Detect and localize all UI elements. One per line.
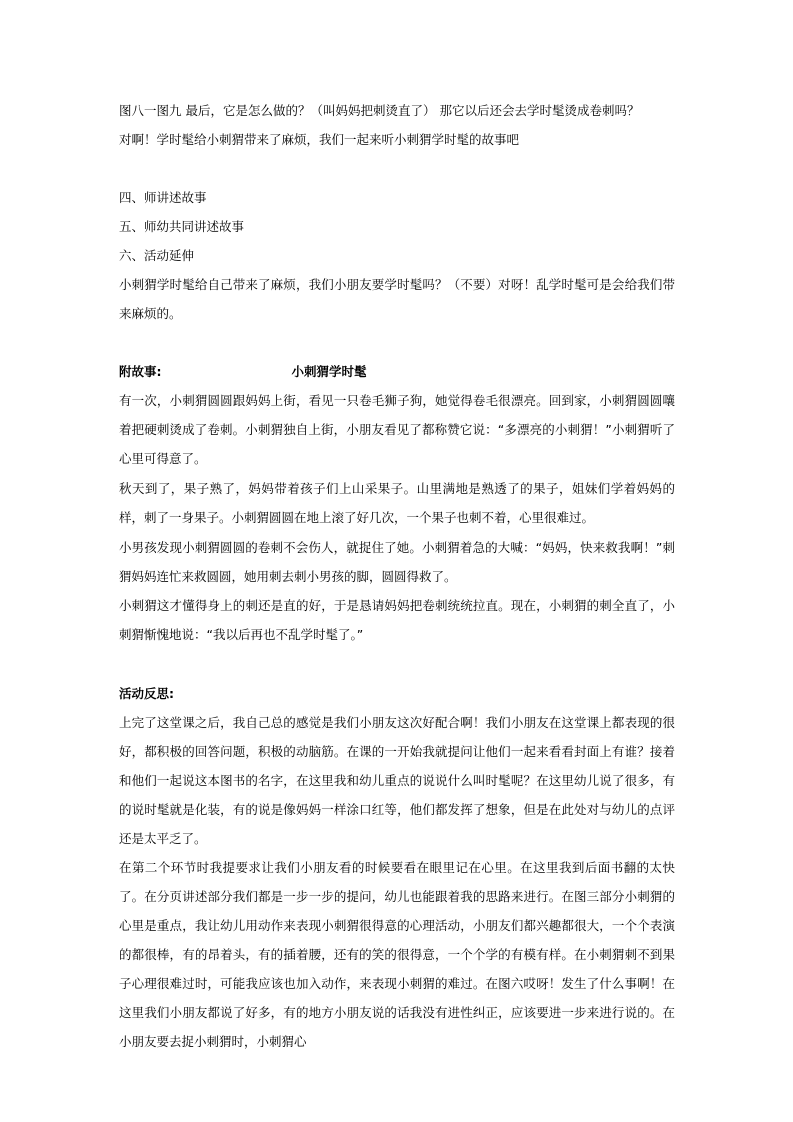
story-heading xyxy=(119,357,675,386)
story-paragraph-2: 秋天到了，果子熟了，妈妈带着孩子们上山采果子。山里满地是熟透了的果子，姐妹们学着妈妈的样，刺了一身果子。小刺猬圆圆在地上滚了好几次，一个果子也刺不着，心里很难过。 xyxy=(119,481,675,525)
story-title: 小刺猬学时髦 xyxy=(291,364,367,379)
step-six: 六、活动延伸 xyxy=(119,248,195,263)
extension-paragraph: 小刺猬学时髦给自己带来了麻烦，我们小朋友要学时髦吗？（不要）对呀！乱学时髦可是会给我们带来麻烦的。 xyxy=(119,277,675,321)
intro-line-1: 图八一图九 最后，它是怎么做的？（叫妈妈把刺烫直了） 那它以后还会去学时髦烫成卷刺吗？ xyxy=(119,103,640,118)
story-paragraph-3: 小男孩发现小刺猬圆圆的卷刺不会伤人，就捉住了她。小刺猬着急的大喊：“妈妈，快来救我啊！”刺猬妈妈连忙来救圆圆，她用刺去刺小男孩的脚，圆圆得救了。 xyxy=(119,540,675,584)
step-five: 五、师幼共同讲述故事 xyxy=(119,219,245,234)
reflection-paragraph-1: 上完了这堂课之后，我自己总的感觉是我们小朋友这次好配合啊！我们小朋友在这堂课上都表现的很好，都积极的回答问题，积极的动脑筋。在课的一开始我就提问让他们一起来看看封面上有谁？接着和他们一起说这本图书的名字，在这里我和幼儿重点的说说什么叫时髦呢？在这里幼儿说了很多，有的说时髦就是化装，有的说是像妈妈一样涂口红等，他们都发挥了想象，但是在此处对与幼儿的点评还是太平乏了。 xyxy=(119,715,675,846)
intro-line-2: 对啊！学时髦给小刺猬带来了麻烦，我们一起来听小刺猬学时髦的故事吧 xyxy=(119,132,520,147)
reflection-paragraph-2: 在第二个环节时我提要求让我们小朋友看的时候要看在眼里记在心里。在这里我到后面书翻的太快了。在分页讲述部分我们都是一步一步的提问，幼儿也能跟着我的思路来进行。在图三部分小刺猬的心里是重点，我让幼儿用动作来表现小刺猬很得意的心理活动，小朋友们都兴趣都很大，一个个表演的都很棒，有的昂着头，有的插着腰，还有的笑的很得意，一个个学的有模有样。在小刺猬刺不到果子心理很难过时，可能我应该也加入动作，来表现小刺猬的难过。在图六哎呀！发生了什么事啊！在这里我们小朋友都说了好多，有的地方小朋友说的话我没有进性纠正，应该要进一步来进行说的。在小朋友要去捉小刺猬时，小刺猬心 xyxy=(119,860,675,1049)
story-label: 附故事: xyxy=(119,364,162,379)
story-paragraph-1: 有一次，小刺猬圆圆跟妈妈上街，看见一只卷毛狮子狗，她觉得卷毛很漂亮。回到家，小刺猬圆圆嚷着把硬刺烫成了卷刺。小刺猬独自上街，小朋友看见了都称赞它说：“多漂亮的小刺猬！”小刺猬听了心里可得意了。 xyxy=(119,393,675,466)
reflection-label: 活动反思: xyxy=(119,686,174,701)
step-four: 四、师讲述故事 xyxy=(119,190,207,205)
story-paragraph-4: 小刺猬这才懂得身上的刺还是直的好，于是恳请妈妈把卷刺统统拉直。现在，小刺猬的刺全直了，小刺猬惭愧地说：“我以后再也不乱学时髦了。” xyxy=(119,598,675,642)
